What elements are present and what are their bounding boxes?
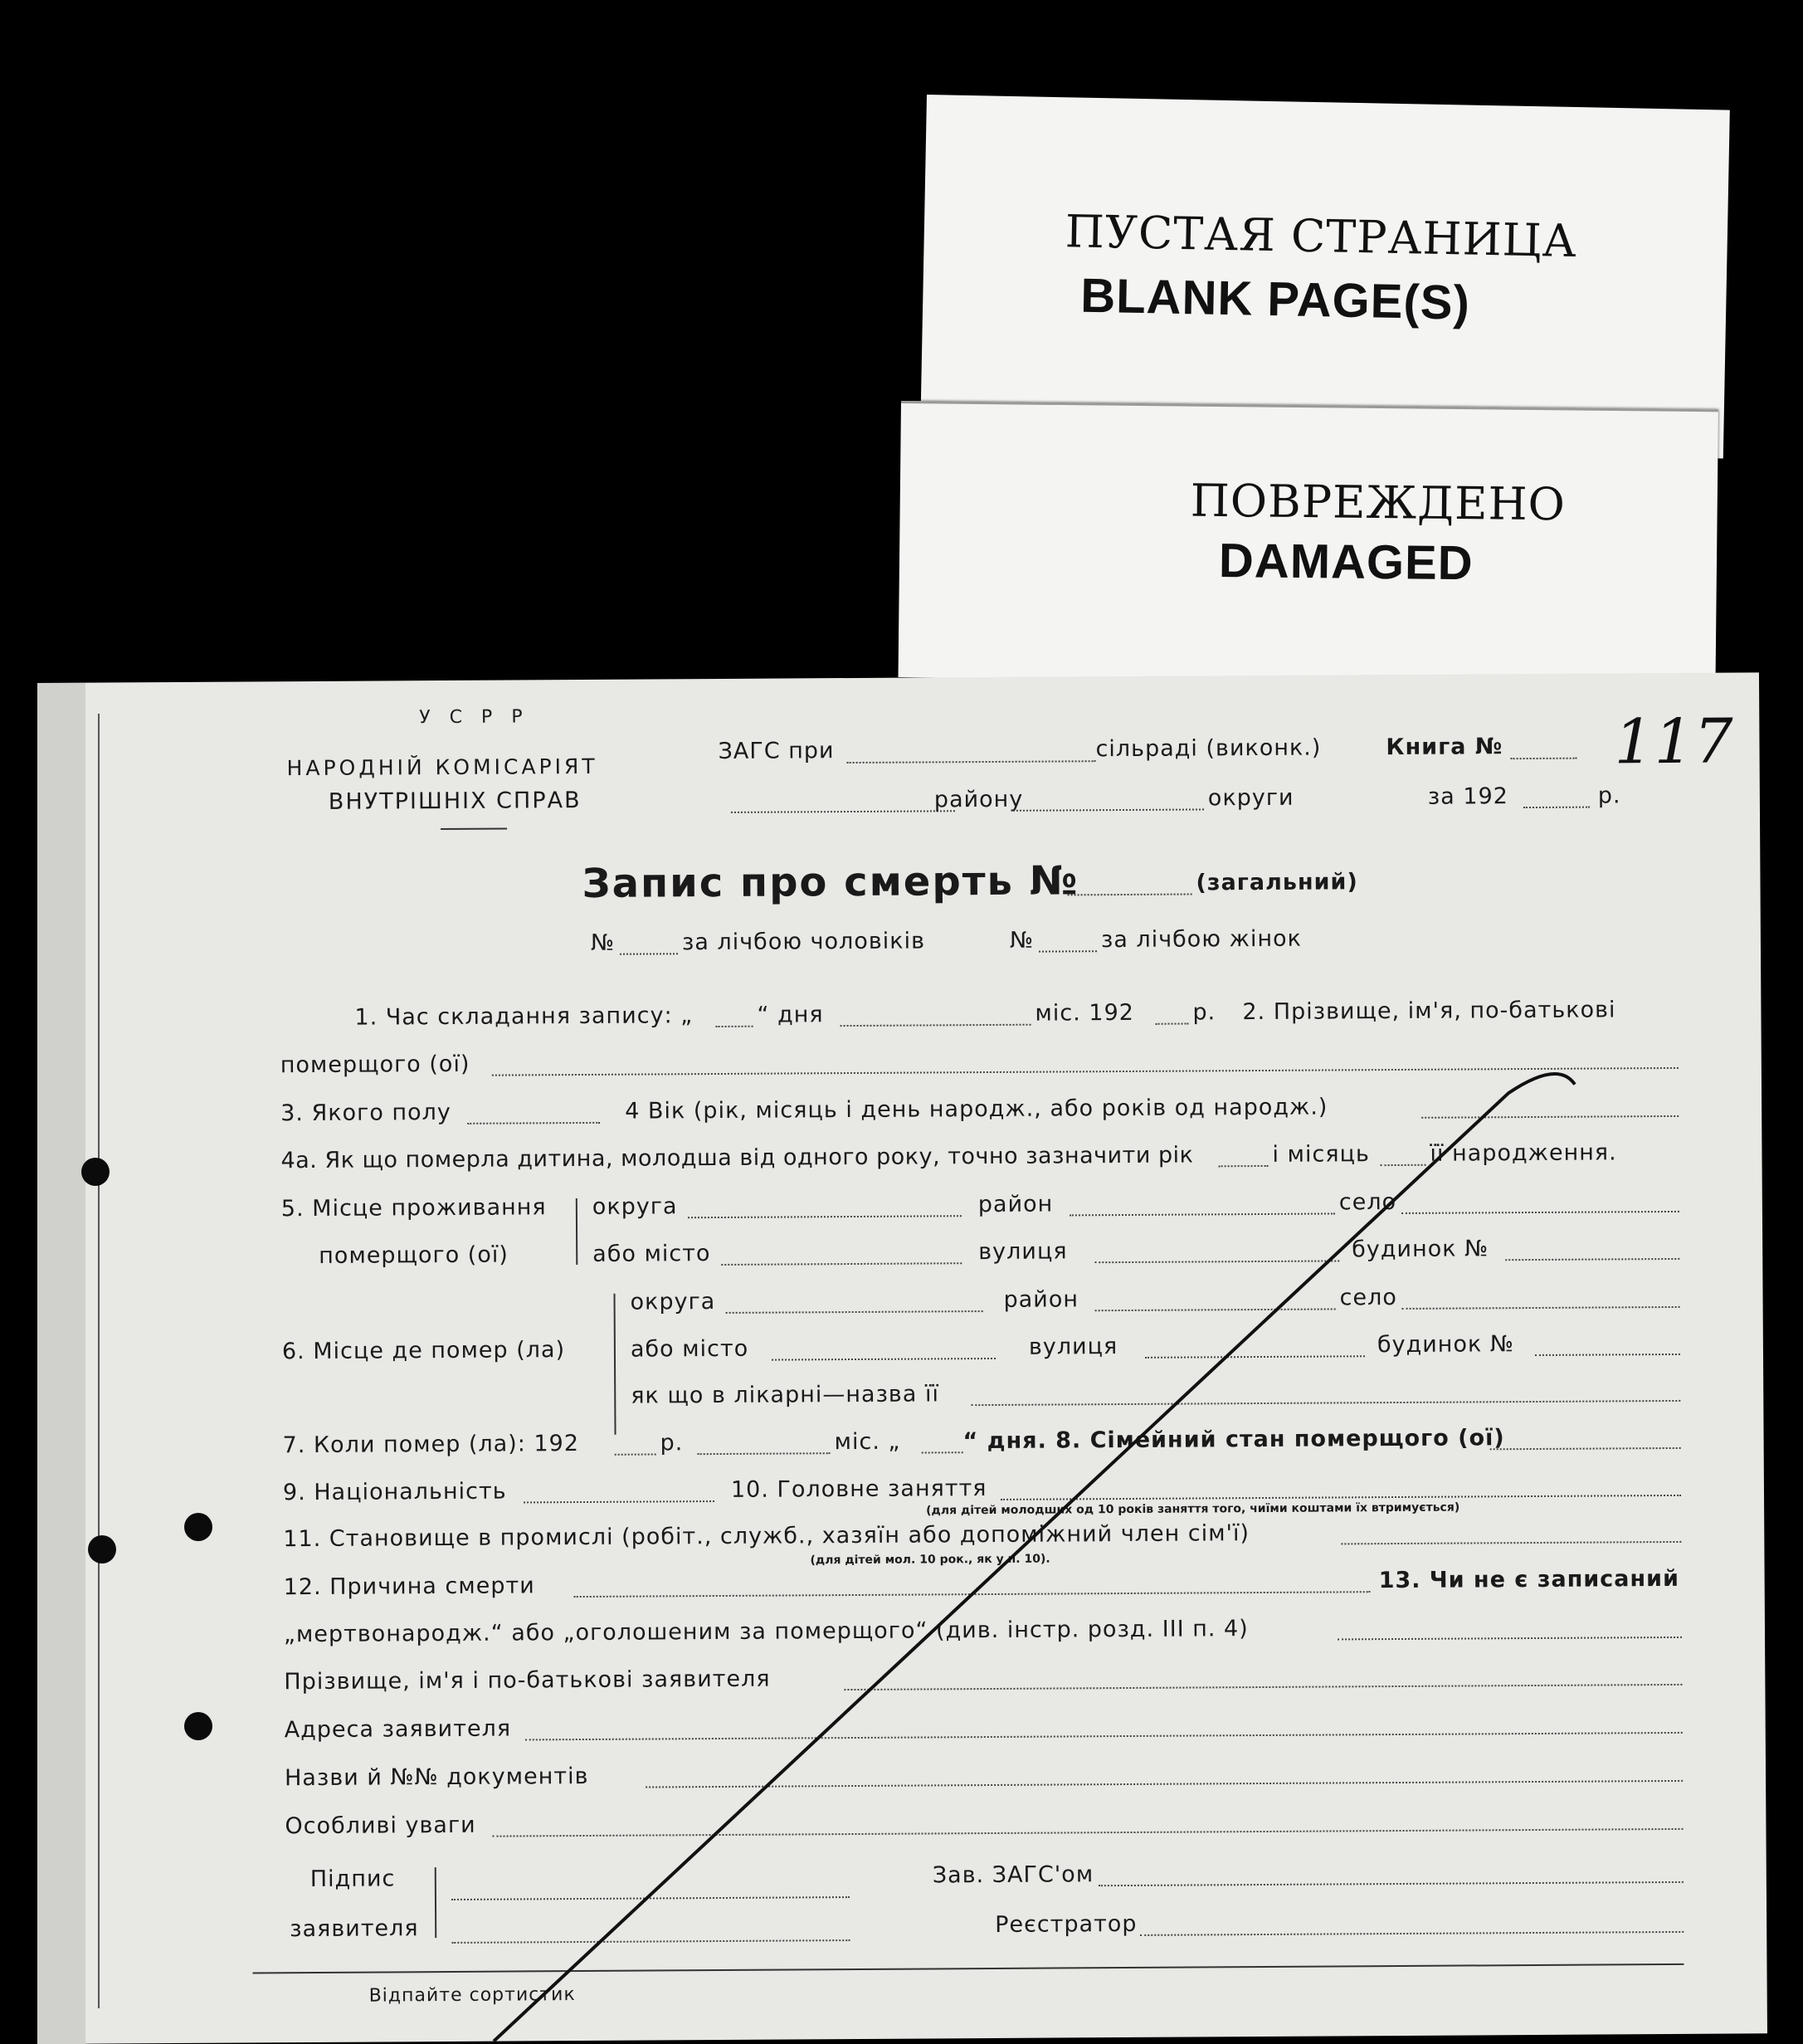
okrug-label: округи <box>1207 784 1294 812</box>
women-number-sign: № <box>1009 927 1035 954</box>
form-title: Запис про смерть № <box>582 857 1079 907</box>
row13-stillborn-label: „мертвонародж.“ або „оголошеним за померщого“ (див. інстр. розд. III п. 4) <box>283 1616 1249 1648</box>
row5-selo-label: село <box>1338 1189 1397 1216</box>
cancellation-line <box>37 672 1767 2044</box>
signature-label-1: Підпис <box>309 1866 396 1893</box>
binder-line <box>98 714 100 2008</box>
death-record-form <box>37 672 1767 2044</box>
signature-label-2: заявителя <box>290 1915 419 1943</box>
row2-name-label: 2. Прізвище, ім'я, по-батькові <box>1242 997 1616 1026</box>
damaged-notice-english: DAMAGED <box>1218 534 1474 591</box>
row1-month-label: міс. 192 <box>1035 999 1134 1027</box>
row6-okrug-label: округа <box>630 1289 716 1315</box>
damaged-notice-russian: ПОВРЕЖДЕНО <box>1190 474 1567 531</box>
row11-note: (для дітей мол. 10 рок., як у п. 10). <box>810 1552 1050 1568</box>
village-council-label: сільраді (виконк.) <box>1095 734 1322 763</box>
row1-compile-time: 1. Час складання запису: „ <box>354 1002 694 1031</box>
blank-notice-english: BLANK PAGE(S) <box>1079 268 1471 330</box>
row5-house-label: будинок № <box>1352 1236 1489 1263</box>
row5-deceased-label: померщого (ої) <box>319 1242 509 1269</box>
row5-okrug-label: округа <box>592 1193 678 1220</box>
commissariat-line-2: ВНУТРІШНІХ СПРАВ <box>328 787 582 815</box>
general-label: (загальний) <box>1196 869 1358 896</box>
commissariat-line-1: НАРОДНІЙ КОМІСАРІЯТ <box>286 754 598 781</box>
row5-city-label: або місто <box>592 1241 711 1267</box>
row6-street-label: вулиця <box>1028 1334 1118 1360</box>
year-label: за 192 <box>1427 783 1508 810</box>
row4a-month-label: і місяць <box>1272 1141 1370 1168</box>
by-men-label: за лічбою чоловіків <box>681 928 926 956</box>
book-number-label: Книга № <box>1386 734 1503 761</box>
row5-street-label: вулиця <box>978 1238 1068 1266</box>
by-women-label: за лічбою жінок <box>1100 925 1302 954</box>
row2-deceased-label: померщого (ої) <box>280 1051 470 1079</box>
blank-notice-russian: ПУСТАЯ СТРАНИЦА <box>1065 205 1578 268</box>
footer-text: Відпайте сортистик <box>368 1984 576 2007</box>
row8-marital-label: “ дня. 8. Сімейний стан померщого (ої) <box>962 1425 1505 1455</box>
row6-house-label: будинок № <box>1377 1331 1514 1359</box>
row4a-birth-label: її народження. <box>1430 1139 1617 1167</box>
row4a-infant-label: 4а. Як що померла дитина, молодша від одного року, точно зазначити рік <box>280 1142 1194 1174</box>
row13-recorded-label: 13. Чи не є записаний <box>1378 1565 1680 1594</box>
documents-label: Назви й №№ документів <box>284 1763 589 1792</box>
punch-hole-icon <box>81 1158 110 1186</box>
republic-label: У С Р Р <box>419 706 529 729</box>
punch-hole-icon <box>184 1712 212 1740</box>
registrar-label: Реєстратор <box>995 1910 1138 1938</box>
row12-cause-label: 12. Причина смерти <box>283 1573 535 1601</box>
row6-death-place-label: 6. Місце де помер (ла) <box>281 1337 566 1365</box>
punch-hole-icon <box>184 1513 212 1541</box>
cancellation-stroke <box>488 1074 1581 2042</box>
row10-occupation-label: 10. Головне заняття <box>730 1476 987 1503</box>
zags-head-label: Зав. ЗАГС'ом <box>932 1861 1094 1889</box>
row7-death-date-label: 7. Коли помер (ла): 192 <box>282 1431 580 1459</box>
punch-hole-icon <box>88 1535 116 1563</box>
district-label: району <box>933 786 1024 813</box>
row7-month-label: міс. „ <box>834 1428 901 1456</box>
row6-city-label: або місто <box>630 1335 749 1363</box>
row3-sex-label: 3. Якого полу <box>280 1099 451 1127</box>
damaged-notice <box>899 401 1718 685</box>
row11-industry-position-label: 11. Становище в промислі (робіт., служб., хазяїн або допоміжний член сім'ї) <box>283 1520 1250 1553</box>
handwritten-page-number: 117 <box>1614 705 1734 778</box>
row1-day-label: “ дня <box>757 1002 824 1028</box>
row9-nationality-label: 9. Національність <box>282 1478 507 1506</box>
row6-raion-label: район <box>1003 1286 1079 1313</box>
row5-residence-label: 5. Місце проживання <box>280 1194 547 1222</box>
row6-hospital-label: як що в лікарні—назва її <box>631 1381 940 1409</box>
men-number-sign: № <box>590 929 616 956</box>
remarks-label: Особливі уваги <box>285 1812 476 1840</box>
applicant-name-label: Прізвище, ім'я і по-батькові заявителя <box>284 1666 771 1695</box>
row1-year-suffix: р. <box>1192 999 1216 1026</box>
row7-year-suffix: р. <box>660 1430 684 1456</box>
row4-age-label: 4 Вік (рік, місяць і день народж., або років од народж.) <box>625 1094 1328 1124</box>
year-suffix: р. <box>1597 783 1621 809</box>
applicant-address-label: Адреса заявителя <box>284 1715 512 1744</box>
form-left-edge <box>37 683 85 2044</box>
zags-at-label: ЗАГС при <box>718 738 835 764</box>
row6-selo-label: село <box>1339 1285 1397 1311</box>
row10-note: (для дітей молодших од 10 років заняття того, чиїми коштами їх втримується) <box>926 1500 1460 1518</box>
row5-raion-label: район <box>977 1191 1054 1218</box>
